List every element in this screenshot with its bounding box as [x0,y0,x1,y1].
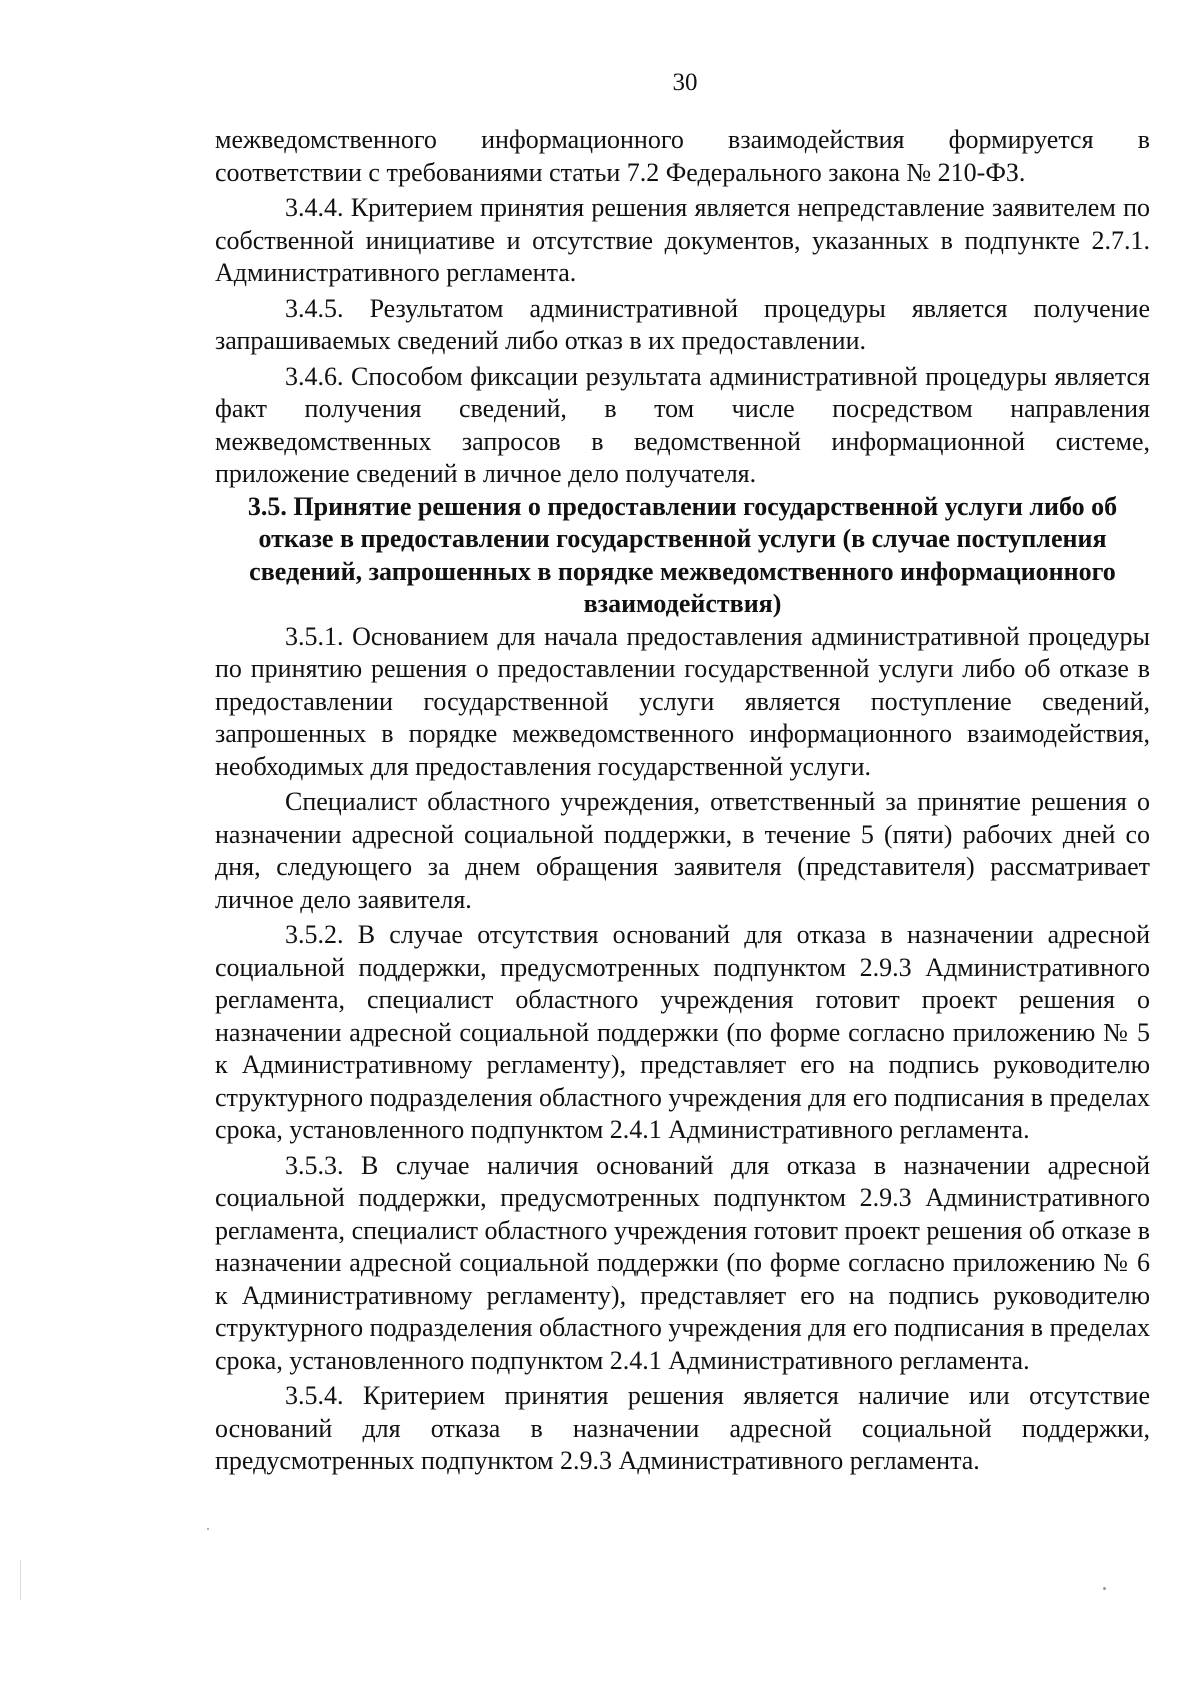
scan-speck [20,1560,21,1600]
paragraph-continuation: межведомственного информационного взаимодействия формируется в соответствии с требованиями статьи 7.2 Федерального закона № 210-ФЗ. [215,125,1150,187]
paragraph-3-4-4: 3.4.4. Критерием принятия решения является непредставление заявителем по собственной инициативе и отсутствие документов, указанных в подпункте 2.7.1. Административного регламента. [215,193,1150,287]
section-heading-3-5: 3.5. Принятие решения о предоставлении государственной услуги либо об отказе в предоставлении государственной услуги (в случае поступления сведений, запрошенных в порядке межведомственного информационного взаимодействия) [247,491,1118,618]
paragraph-3-5-1: 3.5.1. Основанием для начала предоставления административной процедуры по принятию решения о предоставлении государственной услуги либо об отказе в предоставлении государственной услуги является поступление сведений, запрошенных в порядке межведомственного информационного взаимодействия, необходимых для предоставления государственной услуги. [215,621,1150,781]
paragraph-3-5-2: 3.5.2. В случае отсутствия оснований для отказа в назначении адресной социальной поддержки, предусмотренных подпунктом 2.9.3 Административного регламента, специалист областного учреждения готовит проект решения о назначении адресной социальной поддержки (по форме согласно приложению № 5 к Административному регламенту), представляет его на подпись руководителю структурного подразделения областного учреждения для его подписания в пределах срока, установленного подпунктом 2.4.1 Административного регламента. [215,920,1150,1144]
scan-speck [207,1528,209,1530]
paragraph-3-4-6: 3.4.6. Способом фиксации результата административной процедуры является факт получения сведений, в том числе посредством направления межведомственных запросов в ведомственной информационной системе, приложение сведений в личное дело получателя. [215,361,1150,488]
paragraph-3-5-3: 3.5.3. В случае наличия оснований для отказа в назначении адресной социальной поддержки, предусмотренных подпунктом 2.9.3 Административного регламента, специалист областного учреждения готовит проект решения об отказе в назначении адресной социальной поддержки (по форме согласно приложению № 6 к Административному регламенту), представляет его на подпись руководителю структурного подразделения областного учреждения для его подписания в пределах срока, установленного подпунктом 2.4.1 Административного регламента. [215,1150,1150,1375]
paragraph-specialist: Специалист областного учреждения, ответственный за принятие решения о назначении адресной социальной поддержки, в течение 5 (пяти) рабочих дней со дня, следующего за днем обращения заявителя (представителя) рассматривает личное дело заявителя. [215,787,1150,914]
paragraph-3-5-4: 3.5.4. Критерием принятия решения является наличие или отсутствие оснований для отказа в назначении адресной социальной поддержки, предусмотренных подпунктом 2.9.3 Административного регламента. [215,1381,1150,1475]
paragraph-3-4-5: 3.4.5. Результатом административной процедуры является получение запрашиваемых сведений либо отказ в их предоставлении. [215,293,1150,355]
page-body [215,124,1150,1478]
page-number: 30 [672,69,698,96]
scan-speck [1103,1587,1106,1590]
